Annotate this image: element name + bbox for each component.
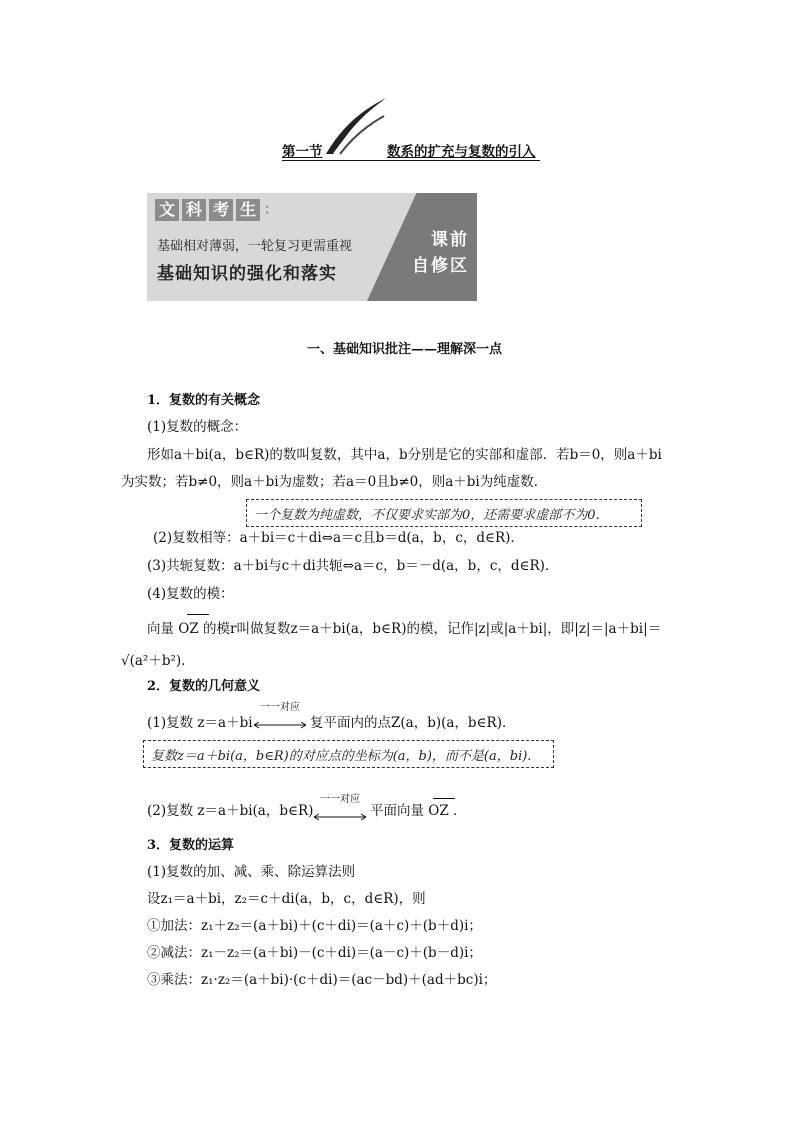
note-text-1: 一个复数为纯虚数，不仅要求实部为0，还需要求虚部不为0. <box>254 508 600 523</box>
s1-p1-line2: 为实数；若b≠0，则a＋bi为虚数；若a＝0且b≠0，则a＋bi为纯虚数． <box>121 474 548 490</box>
banner-colon: ： <box>264 202 278 218</box>
double-arrow-icon <box>252 721 308 729</box>
s3-set: 设z₁＝a＋bi，z₂＝c＋di(a，b，c，d∈R)，则 <box>147 891 426 907</box>
double-arrow-icon <box>312 813 368 821</box>
s3-p1: (1)复数的加、减、乘、除运算法则 <box>147 864 356 880</box>
s3-sub: ②减法：z₁－z₂＝(a＋bi)－(c＋di)＝(a－c)＋(b－d)i； <box>147 945 482 961</box>
part-heading: 一、基础知识批注——理解深一点 <box>307 342 503 357</box>
s1-p1-line1: 形如a＋bi(a，b∈R)的数叫复数，其中a，b分别是它的实部和虚部．若b＝0，则a＋bi <box>147 447 662 463</box>
banner-tab: 文 <box>155 199 179 221</box>
banner-side-line2: 自修区 <box>412 256 469 276</box>
page-title: 数系的扩充与复数的引入 <box>387 144 536 160</box>
one-to-one-arrow-1 <box>252 702 308 733</box>
s1-p2: (2)复数相等：a＋bi＝c＋di⇔a＝c且b＝d(a，b，c，d∈R)． <box>153 530 524 546</box>
s2-p2-right: 平面向量 OZ ． <box>370 803 467 819</box>
banner-subtitle: 基础相对薄弱，一轮复习更需重视 <box>157 239 353 254</box>
banner-tabs <box>155 199 278 221</box>
banner-main-text: 基础知识的强化和落实 <box>157 264 337 284</box>
banner-tab: 考 <box>209 199 233 221</box>
banner-side-text <box>412 227 469 279</box>
s2-p1-right: 复平面内的点Z(a，b)(a，b∈R)． <box>310 715 516 731</box>
section-number: 第一节 <box>282 144 323 160</box>
s1-p3: (3)共轭复数：a＋bi与c＋di共轭⇔a＝c，b＝－d(a，b，c，d∈R)． <box>147 558 559 574</box>
s2-heading: 2．复数的几何意义 <box>147 679 261 694</box>
note-text-2: 复数z＝a＋bi(a，b∈R)的对应点的坐标为(a，b)，而不是(a，bi). <box>151 749 532 764</box>
banner-tab: 科 <box>182 199 206 221</box>
one-to-one-arrow-2 <box>312 794 368 825</box>
banner-side-line1: 课前 <box>431 230 469 250</box>
s3-heading: 3．复数的运算 <box>147 838 235 853</box>
s1-p1-title: (1)复数的概念： <box>147 419 248 435</box>
s3-add: ①加法：z₁＋z₂＝(a＋bi)＋(c＋di)＝(a＋c)＋(b＋d)i； <box>147 918 482 934</box>
s1-p4-title: (4)复数的模： <box>147 586 234 602</box>
arrow-label-1: 一一对应 <box>260 702 300 713</box>
s1-p4-line2: √(a²＋b²). <box>121 653 186 669</box>
s3-mul: ③乘法：z₁·z₂＝(a＋bi)·(c＋di)＝(ac－bd)＋(ad＋bc)i； <box>147 972 497 988</box>
study-banner <box>147 193 477 301</box>
s2-p1-left: (1)复数 z＝a＋bi <box>147 715 253 731</box>
s1-p4-line1: 向量 OZ 的模r叫做复数z＝a＋bi(a，b∈R)的模，记作|z|或|a＋bi|，即|z|＝|a＋bi|＝ <box>147 621 662 637</box>
banner-tab: 生 <box>236 199 260 221</box>
title-rule <box>282 160 540 161</box>
arrow-label-2: 一一对应 <box>320 794 360 805</box>
s1-heading: 1．复数的有关概念 <box>147 393 261 408</box>
s2-p2-left: (2)复数 z＝a＋bi(a，b∈R) <box>147 803 314 819</box>
vector-arrow <box>187 614 209 615</box>
vector-arrow <box>433 798 455 799</box>
swoosh-logo <box>322 96 388 158</box>
